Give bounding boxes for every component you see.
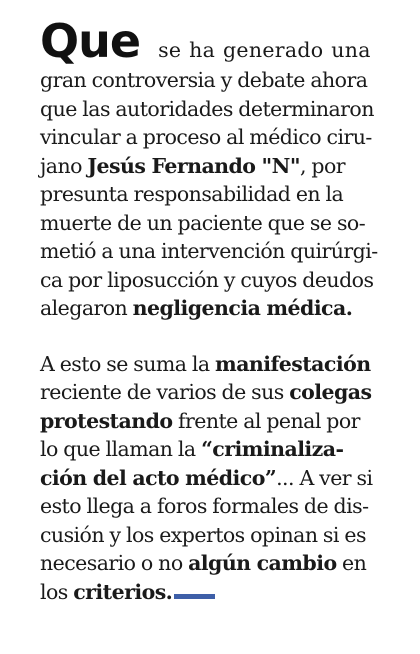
line-text: que las autoridades determinaron	[40, 96, 374, 121]
paragraph-gap	[40, 323, 388, 350]
paragraph-1-line-7	[40, 209, 388, 238]
line-text: vincular a proceso al médico ciru-	[40, 125, 372, 149]
end-of-article-mark	[174, 594, 215, 599]
paragraph-1-line-6	[40, 180, 388, 209]
line-text: metió a una intervención quirúrgi-	[40, 239, 378, 263]
line-text: reciente de varios de sus	[40, 380, 290, 404]
paragraph-2-line-6	[40, 492, 388, 521]
bold-phrase: “criminaliza-	[201, 437, 344, 461]
line-text: en	[336, 551, 367, 575]
paragraph-2-line-5	[40, 464, 388, 493]
bold-name: Jesús Fernando "N"	[87, 153, 300, 178]
paragraph-2-line-4	[40, 435, 388, 464]
paragraph-1-line-10	[40, 294, 388, 323]
bold-phrase: colegas	[289, 380, 372, 404]
line-text: ca por liposucción y cuyos deudos	[40, 267, 374, 292]
paragraph-2-line-1	[40, 350, 388, 379]
line-text: , por	[299, 153, 346, 178]
paragraph-1-line-4	[40, 123, 388, 152]
line-text: A esto se suma la	[40, 351, 216, 376]
line-text: muerte de un paciente que se so-	[40, 210, 366, 235]
bold-phrase: algún cambio	[188, 551, 337, 575]
paragraph-2-line-9	[40, 578, 388, 607]
line-text: jano	[40, 153, 88, 178]
line-text: frente al penal por	[172, 408, 360, 433]
line-text: presunta responsabilidad en la	[40, 182, 344, 206]
article-column	[40, 16, 388, 606]
line-text: se ha generado una	[158, 38, 371, 62]
kicker-word: Que	[40, 14, 141, 68]
line-text: lo que llaman la	[40, 437, 202, 461]
bold-phrase: ción del acto médico”	[40, 465, 277, 490]
paragraph-2-line-8	[40, 549, 388, 578]
paragraph-1-line-8	[40, 237, 388, 266]
line-text: cusión y los expertos opinan si es	[40, 522, 366, 547]
paragraph-2-line-2	[40, 378, 388, 407]
paragraph-1-line-2	[40, 66, 388, 95]
bold-phrase: criterios.	[73, 579, 173, 604]
line-text: alegaron	[40, 296, 133, 320]
line-text: esto llega a foros formales de dis-	[40, 494, 369, 518]
line-text: ... A ver si	[276, 465, 373, 490]
paragraph-1-line-3	[40, 95, 388, 124]
paragraph-1-line-5	[40, 152, 388, 181]
bold-phrase: negligencia médica.	[132, 296, 353, 320]
line-text: gran controversia y debate ahora	[40, 68, 368, 92]
paragraph-2-line-7	[40, 521, 388, 550]
bold-phrase: protestando	[40, 408, 173, 433]
bold-phrase: manifestación	[215, 351, 371, 376]
line-text: los	[40, 579, 74, 604]
paragraph-1-line-9	[40, 266, 388, 295]
line-text: necesario o no	[40, 551, 189, 575]
paragraph-1-line-1	[40, 16, 388, 66]
paragraph-2-line-3	[40, 407, 388, 436]
